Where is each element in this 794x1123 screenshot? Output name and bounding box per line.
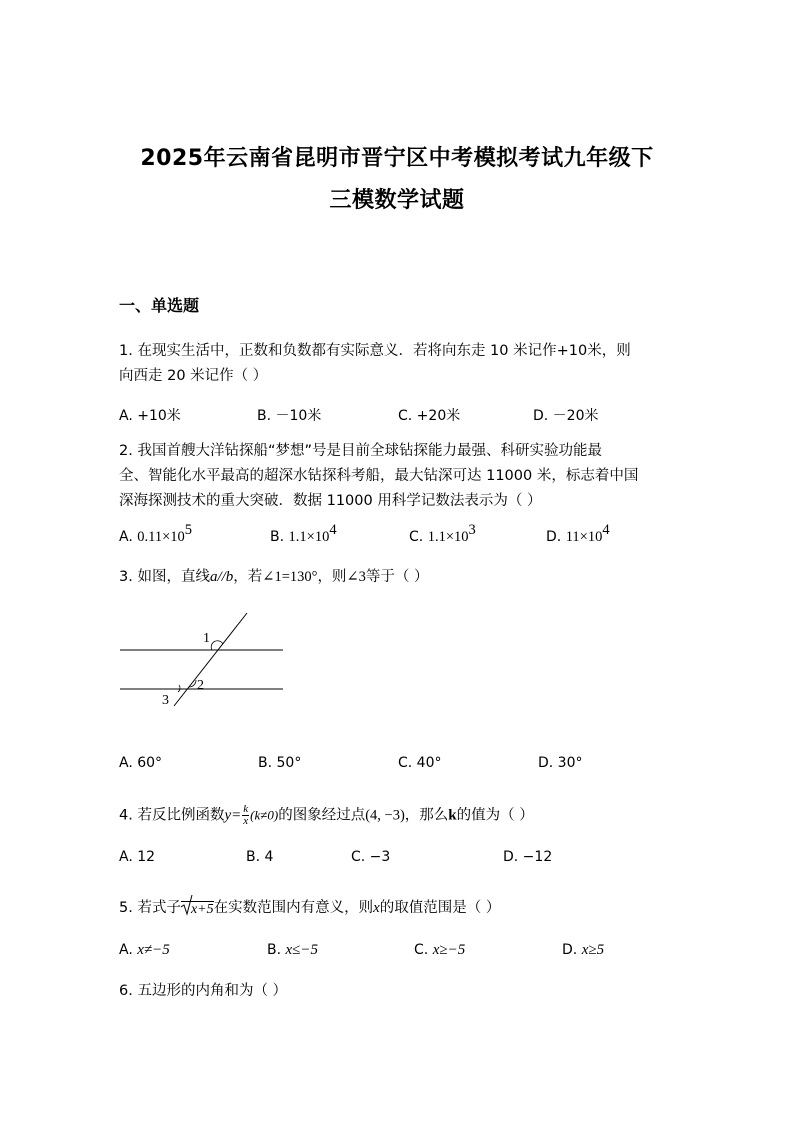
parallel-lines-figure — [117, 608, 292, 708]
q4-option-c: C. −3 — [351, 849, 391, 865]
label-2: 2 — [197, 678, 204, 693]
q1-option-c: C. +20米 — [398, 408, 461, 424]
q4-text: 4. 若反比例函数y= $\frac{k}{x}$ (k≠0)的图象经过点(4, −3)，那么k的值为（ ） — [119, 803, 534, 827]
q3-text: 3. 如图，直线a//b，若∠1=130°，则∠3等于（ ） — [119, 569, 429, 585]
exam-title-line1: 2025年云南省昆明市晋宁区中考模拟考试九年级下 — [140, 146, 654, 171]
q2-text-line2: 全、智能化水平最高的超深水钻探科考船，最大钻深可达 11000 米，标志着中国 — [119, 468, 639, 484]
q3-option-b: B. 50° — [258, 755, 302, 771]
q3-parallel-expr: a//b — [209, 569, 234, 585]
q4-fraction: $\frac{k}{x}$ — [243, 803, 249, 827]
q3-option-a: A. 60° — [119, 755, 163, 771]
q1-option-a: A. +10米 — [119, 408, 181, 424]
q5-option-a: A. x≠−5 — [119, 942, 170, 958]
q1-option-b: B. －10米 — [257, 408, 322, 424]
q5-option-c: C. x≥−5 — [414, 942, 466, 958]
q3-option-d: D. 30° — [538, 755, 583, 771]
transversal-line — [174, 613, 247, 706]
q5-sqrt-expr: x+5 — [181, 899, 214, 919]
q5-option-d: D. x≥5 — [562, 942, 605, 958]
q5-option-b: B. x≤−5 — [267, 942, 319, 958]
q4-option-d: D. −12 — [503, 849, 553, 865]
q3-angle3-expr: ∠3 — [346, 569, 366, 585]
exam-title-line2: 三模数学试题 — [329, 188, 465, 213]
q2-option-a: A. $0.11\times 10^5$ — [119, 522, 192, 545]
q1-text-line2: 向西走 20 米记作（ ） — [119, 368, 268, 384]
q4-option-a: A. 12 — [119, 849, 156, 865]
q2-text-line3: 深海探测技术的重大突破．数据 11000 用科学记数法表示为（ ） — [119, 493, 542, 509]
label-3: 3 — [162, 693, 169, 708]
q5-text: 5. 若式子 x+5在实数范围内有意义，则x的取值范围是（ ） — [119, 898, 500, 919]
label-1: 1 — [203, 631, 210, 646]
q4-option-b: B. 4 — [246, 849, 274, 865]
q2-text-line1: 2. 我国首艘大洋钻探船“梦想”号是目前全球钻探能力最强、科研实验功能最 — [119, 443, 602, 459]
q3-angle1-expr: ∠1=130° — [262, 569, 318, 585]
q2-option-d: D. $11\times 10^4$ — [546, 522, 610, 545]
q3-option-c: C. 40° — [398, 755, 442, 771]
q6-text: 6. 五边形的内角和为（ ） — [119, 983, 288, 999]
q1-text-line1: 1. 在现实生活中，正数和负数都有实际意义．若将向东走 10 米记作+10米，则 — [119, 343, 631, 359]
q2-option-c: C. $1.1\times 10^3$ — [409, 522, 476, 545]
section-heading: 一、单选题 — [119, 296, 200, 315]
q2-option-b: B. $1.1\times 10^4$ — [270, 522, 337, 545]
q1-option-d: D. －20米 — [533, 408, 599, 424]
